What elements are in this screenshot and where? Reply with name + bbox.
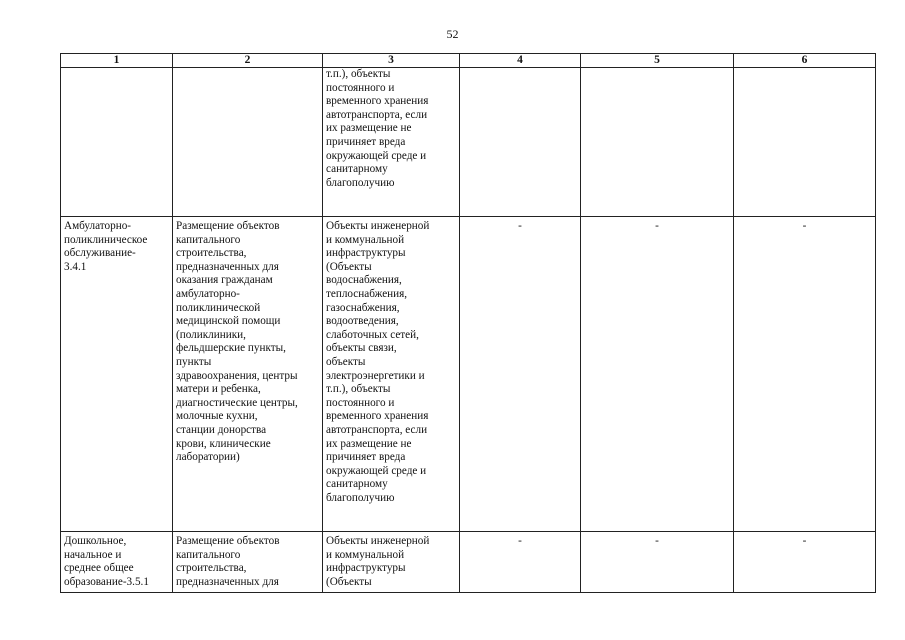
column-header-4: 4: [460, 54, 581, 68]
column-header-1: 1: [61, 54, 173, 68]
column-header-6: 6: [734, 54, 876, 68]
cell-text: -: [518, 220, 522, 232]
table-cell: [173, 68, 323, 217]
table-cell: [581, 532, 734, 593]
column-header-5: 5: [581, 54, 734, 68]
cell-text: -: [802, 535, 807, 547]
table-cell: [61, 532, 173, 593]
table-cell: [323, 532, 460, 593]
cell-text: Дошкольное, начальное и среднее общее образование-3.5.1: [64, 535, 149, 588]
table-cell: [460, 217, 581, 532]
table-cell: [734, 217, 876, 532]
cell-text: -: [518, 535, 522, 547]
cell-text: -: [655, 535, 659, 547]
cell-text: Размещение объектов капитального строительства, предназначенных для: [176, 535, 280, 588]
table-cell: [460, 68, 581, 217]
table-cell: [61, 217, 173, 532]
column-header-3: 3: [323, 54, 460, 68]
table-cell: [581, 217, 734, 532]
table-cell: [734, 68, 876, 217]
page-number: 52: [446, 27, 459, 41]
cell-text: Размещение объектов капитального строительства, предназначенных для оказания гражданам амбулаторно- поликлинической медицинской помощи (поликлиники, фельдшерские пункты, пункты здравоохранения, центры матери и ребенка, диагностические центры, молочные кухни, станции донорства крови, клинические лаборатории): [176, 220, 298, 464]
table-cell: [173, 532, 323, 593]
table-row: [61, 217, 876, 532]
table-cell: [734, 532, 876, 593]
table-cell: [323, 68, 460, 217]
table-cell: [460, 532, 581, 593]
table-row: [61, 532, 876, 593]
cell-text: Объекты инженерной и коммунальной инфраструктуры (Объекты: [326, 535, 430, 588]
permitted-use-table: [60, 53, 876, 593]
table-row: [61, 68, 876, 217]
cell-text: -: [655, 220, 659, 232]
table-cell: [173, 217, 323, 532]
cell-text: -: [802, 220, 807, 232]
table-header-row: [61, 54, 876, 68]
column-header-2: 2: [173, 54, 323, 68]
cell-text: Амбулаторно- поликлиническое обслуживание- 3.4.1: [64, 220, 148, 273]
cell-text: т.п.), объекты постоянного и временного хранения автотранспорта, если их размещение не причиняет вреда окружающей среде и санитарному благополучию: [326, 68, 429, 189]
table-cell: [581, 68, 734, 217]
cell-text: Объекты инженерной и коммунальной инфраструктуры (Объекты водоснабжения, теплоснабжения, газоснабжения, водоотведения, слаботочных сетей, объекты связи, объекты электроэнергетики и т.п.), объекты постоянного и временного хранения автотранспорта, если их размещение не причиняет вреда окружающей среде и санитарному благополучию: [326, 220, 430, 504]
table-cell: [61, 68, 173, 217]
table-cell: [323, 217, 460, 532]
